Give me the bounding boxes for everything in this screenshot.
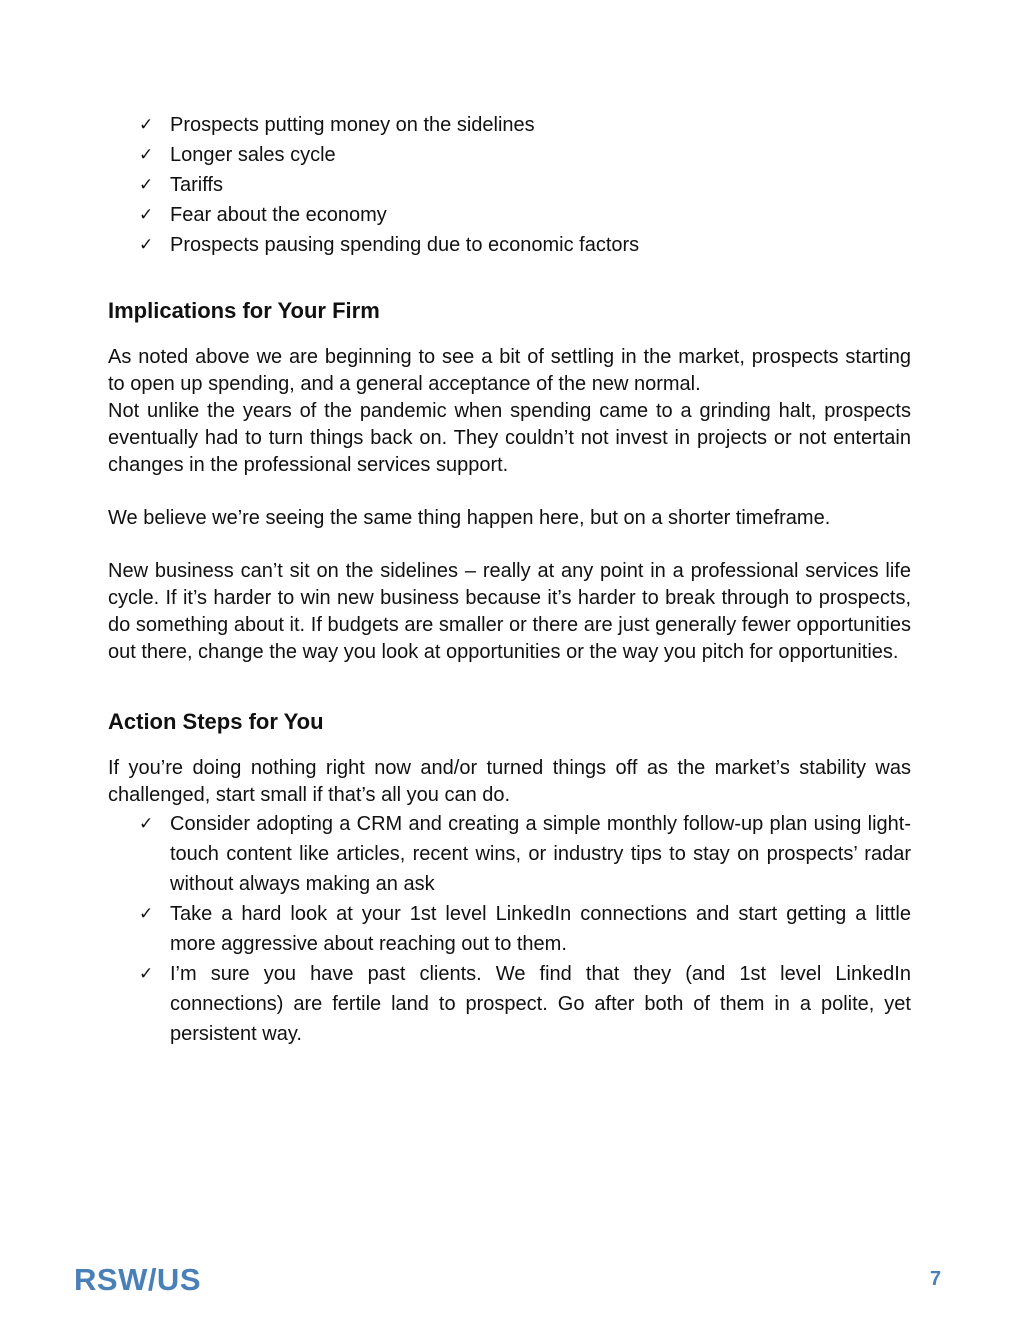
list-item: ✓ Prospects putting money on the sidelines — [170, 110, 911, 140]
list-item: ✓ Prospects pausing spending due to economic factors — [170, 230, 911, 260]
check-icon: ✓ — [139, 175, 154, 195]
implications-paragraph-3: New business can’t sit on the sidelines – really at any point in a professional services life cycle. If it’s harder to win new business because it’s harder to break through to prospects, do something about it. If budgets are smaller or there are just generally fewer opportunities out there, change the way you look at opportunities or the way you pitch for opportunities. — [108, 560, 911, 663]
list-item: ✓ Take a hard look at your 1st level LinkedIn connections and start getting a little more aggressive about reaching out to them. — [170, 899, 911, 959]
implications-paragraph-1a: As noted above we are beginning to see a bit of settling in the market, prospects starting to open up spending, and a general acceptance of the new normal. — [108, 346, 911, 395]
list-item: ✓ Longer sales cycle — [170, 140, 911, 170]
check-icon: ✓ — [139, 145, 154, 165]
implications-heading: Implications for Your Firm — [108, 298, 380, 323]
implications-paragraph-1b: Not unlike the years of the pandemic when spending came to a grinding halt, prospects eventually had to turn things back on. They couldn’t not invest in projects or not entertain changes in the professional services support. — [108, 400, 911, 476]
list-item: ✓ Consider adopting a CRM and creating a simple monthly follow-up plan using light-touch content like articles, recent wins, or industry tips to stay on prospects’ radar without always making an ask — [170, 809, 911, 899]
rsw-us-logo: RSW/US — [74, 1262, 201, 1297]
page-content — [108, 110, 911, 1049]
check-icon: ✓ — [139, 205, 154, 225]
check-icon: ✓ — [139, 115, 154, 135]
check-icon: ✓ — [139, 814, 154, 834]
check-icon: ✓ — [139, 235, 154, 255]
list-item: ✓ Fear about the economy — [170, 200, 911, 230]
action-steps-heading: Action Steps for You — [108, 709, 324, 734]
economic-concerns-list — [108, 110, 911, 260]
action-steps-list — [108, 809, 911, 1049]
page-number: 7 — [930, 1268, 942, 1290]
list-item: ✓ I’m sure you have past clients. We find that they (and 1st level LinkedIn connections) are fertile land to prospect. Go after both of them in a polite, yet persistent way. — [170, 959, 911, 1049]
action-steps-intro: If you’re doing nothing right now and/or turned things off as the market’s stability was challenged, start small if that’s all you can do. — [108, 757, 911, 806]
check-icon: ✓ — [139, 904, 154, 924]
check-icon: ✓ — [139, 964, 154, 984]
implications-paragraph-2: We believe we’re seeing the same thing happen here, but on a shorter timeframe. — [108, 507, 831, 529]
list-item: ✓ Tariffs — [170, 170, 911, 200]
